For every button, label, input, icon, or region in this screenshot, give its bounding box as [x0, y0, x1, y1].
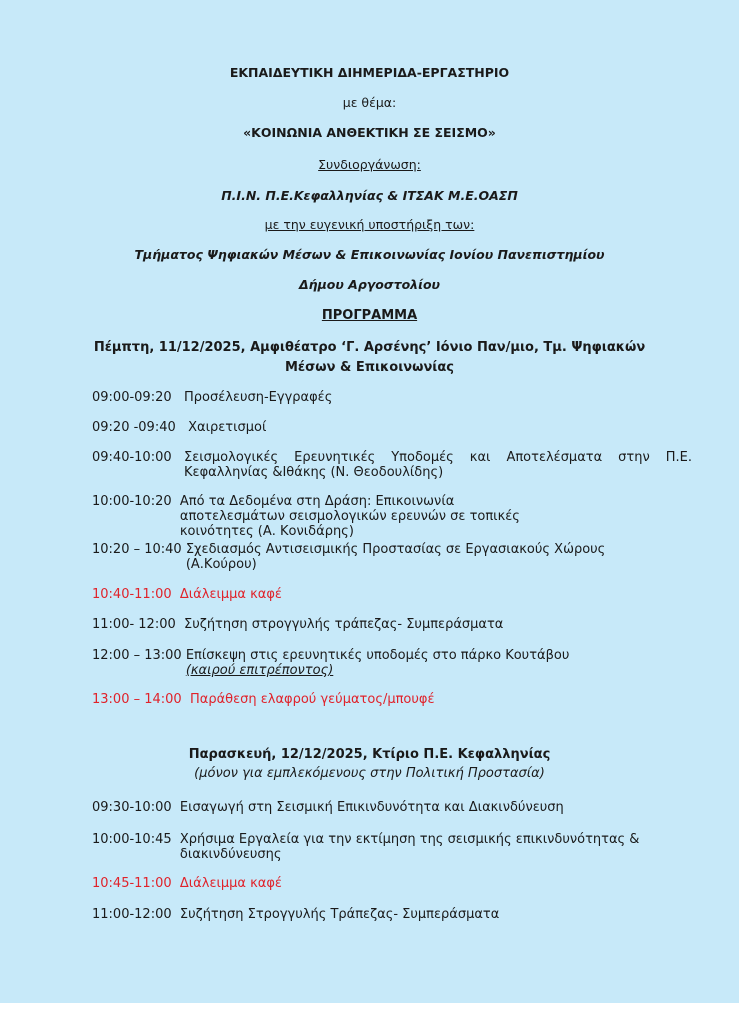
day1-heading-line1: Πέμπτη, 11/12/2025, Αμφιθέατρο ‘Γ. Αρσένης’ Ιόνιο Παν/μιο, Τμ. Ψηφιακών: [93, 340, 646, 355]
subject-label: με θέμα:: [342, 95, 397, 110]
day1-heading-line2: Μέσων & Επικοινωνίας: [284, 360, 454, 375]
schedule-item: 11:00-12:00 Συζήτηση Στρογγυλής Τράπεζας- Συμπεράσματα: [92, 907, 500, 922]
schedule-item: 09:40-10:00 Σεισμολογικές Ερευνητικές Υποδομές και Αποτελέσματα στην Π.Ε. Κεφαλληνίας &Ιθάκης (Ν. Θεοδουλίδης): [92, 450, 692, 480]
schedule-item: 12:00 – 13:00 Επίσκεψη στις ερευνητικές υποδομές στο πάρκο Κουτάβου (καιρού επιτρέποντος): [92, 648, 692, 678]
day2-subheading: (μόνον για εμπλεκόμενους στην Πολιτική Προστασία): [194, 766, 545, 781]
event-title: ΕΚΠΑΙΔΕΥΤΙΚΗ ΔΙΗΜΕΡΙΔΑ-ΕΡΓΑΣΤΗΡΙΟ: [229, 65, 510, 80]
event-subject: «ΚΟΙΝΩΝΙΑ ΑΝΘΕΚΤΙΚΗ ΣΕ ΣΕΙΣΜΟ»: [243, 125, 496, 140]
schedule-item: 10:20 – 10:40 Σχεδιασμός Αντισεισμικής Προστασίας σε Εργασιακούς Χώρους (Α.Κούρου): [92, 542, 606, 572]
supporter-1: Τμήματος Ψηφιακών Μέσων & Επικοινωνίας Ιονίου Πανεπιστημίου: [134, 247, 605, 262]
support-label: με την ευγενική υποστήριξη των:: [264, 217, 475, 232]
schedule-item: 09:20 -09:40 Χαιρετισμοί: [92, 420, 267, 435]
schedule-item: 10:00-10:20 Από τα Δεδομένα στη Δράση: Επικοινωνία αποτελεσμάτων σεισμολογικών ερευνών σε τοπικές κοινότητες (Α. Κονιδάρης): [92, 494, 520, 539]
program-label: ΠΡΟΓΡΑΜΜΑ: [321, 308, 418, 323]
schedule-item-lunch: 13:00 – 14:00 Παράθεση ελαφρού γεύματος/μπουφέ: [92, 692, 435, 707]
schedule-item-break: 10:40-11:00 Διάλειμμα καφέ: [92, 587, 282, 602]
organizers: Π.Ι.Ν. Π.Ε.Κεφαλληνίας & ΙΤΣΑΚ Μ.Ε.ΟΑΣΠ: [221, 188, 518, 203]
supporter-2: Δήμου Αργοστολίου: [299, 277, 440, 292]
schedule-item: 10:00-10:45 Χρήσιμα Εργαλεία για την εκτίμηση της σεισμικής επικινδυνότητας & διακινδύνευσης: [92, 832, 640, 862]
day2-heading: Παρασκευή, 12/12/2025, Κτίριο Π.Ε. Κεφαλληνίας: [188, 747, 551, 762]
schedule-item-break: 10:45-11:00 Διάλειμμα καφέ: [92, 876, 282, 891]
schedule-item: 11:00- 12:00 Συζήτηση στρογγυλής τράπεζας- Συμπεράσματα: [92, 617, 504, 632]
weather-note: (καιρού επιτρέποντος): [185, 663, 334, 678]
schedule-item: 09:30-10:00 Εισαγωγή στη Σεισμική Επικινδυνότητα και Διακινδύνευση: [92, 800, 564, 815]
organizers-label: Συνδιοργάνωση:: [318, 157, 421, 172]
schedule-item: 09:00-09:20 Προσέλευση-Εγγραφές: [92, 390, 333, 405]
